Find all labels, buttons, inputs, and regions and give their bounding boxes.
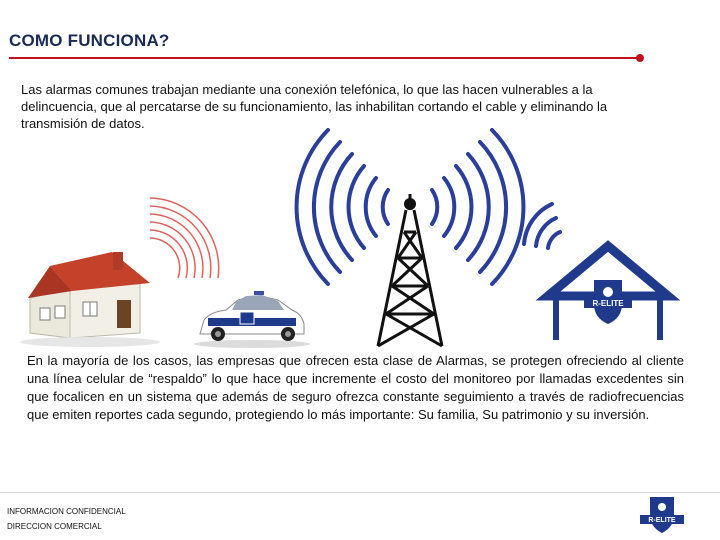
alarm-illustration <box>0 128 720 350</box>
brand-logo-label: R-ELITE <box>648 517 676 524</box>
title-divider-end <box>636 54 644 62</box>
shield-house-icon <box>524 204 668 340</box>
footer-department: DIRECCION COMERCIAL <box>7 522 102 531</box>
security-car-icon <box>194 291 310 348</box>
radio-tower-icon <box>297 130 524 346</box>
title-divider <box>9 57 639 59</box>
shield-brand-label: R-ELITE <box>592 299 624 308</box>
brand-logo <box>638 495 686 535</box>
detail-paragraph: En la mayoría de los casos, las empresas que ofrecen esta clase de Alarmas, se protegen ofreciendo al cliente una línea celular de “respaldo” lo que hace que incremente el costo del monitoreo por llamadas excedentes sin que focalicen en un sistema que además de seguro ofrezca constante seguimiento a través de radiofrecuencias que emiten reportes cada segundo, protegiendo lo más importante: Su familia, Su patrimonio y su inversión. <box>27 353 684 422</box>
page-title: COMO FUNCIONA? <box>9 31 170 50</box>
house-icon <box>20 198 219 347</box>
footer-confidential: INFORMACION CONFIDENCIAL <box>7 507 126 516</box>
footer-divider <box>0 492 720 493</box>
intro-paragraph: Las alarmas comunes trabajan mediante una conexión telefónica, lo que las hacen vulnerables a la delincuencia, que al percatarse de su funcionamiento, las inhabilitan cortando el cable y eliminando la transmisión de datos. <box>21 82 608 131</box>
